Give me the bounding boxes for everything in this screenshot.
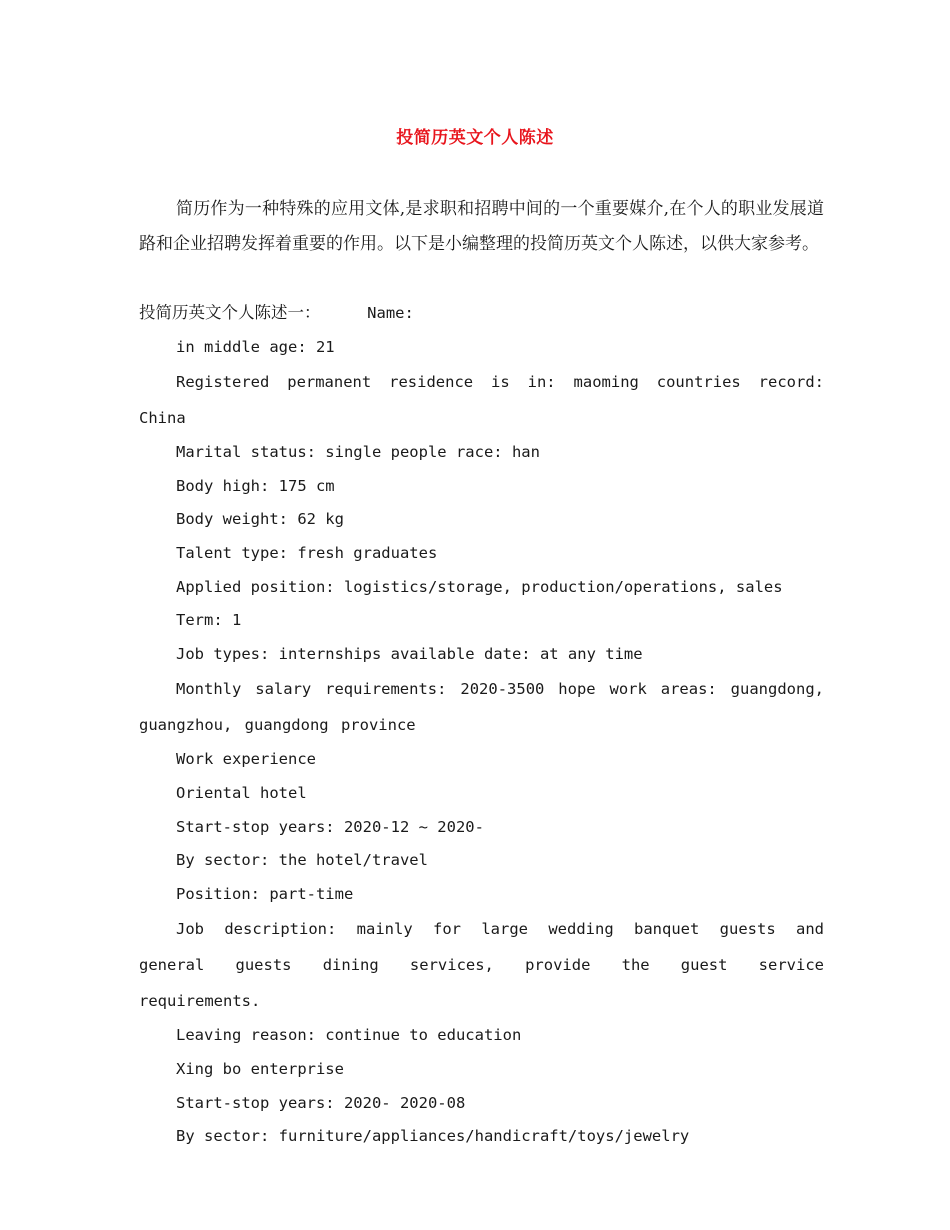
resume-line: Applied position: logistics/storage, production/operations, sales	[176, 577, 783, 596]
resume-line: in middle age: 21	[176, 337, 335, 356]
resume-line: Registered permanent residence is in: maoming countries record: China	[139, 373, 824, 428]
section-label: 投简历英文个人陈述一：	[139, 303, 321, 322]
resume-body	[139, 296, 824, 1154]
resume-line: Job types: internships available date: at any time	[176, 644, 643, 663]
section-heading-line	[139, 296, 824, 331]
resume-line: Xing bo enterprise	[176, 1059, 344, 1078]
resume-line: By sector: furniture/appliances/handicraft/toys/jewelry	[176, 1127, 690, 1146]
resume-line: Start-stop years: 2020- 2020-08	[176, 1093, 466, 1112]
resume-line: Start-stop years: 2020-12 ~ 2020-	[176, 817, 484, 836]
resume-line: By sector: the hotel/travel	[176, 851, 428, 870]
intro-paragraph: 简历作为一种特殊的应用文体,是求职和招聘中间的一个重要媒介,在个人的职业发展道路和企业招聘发挥着重要的作用。以下是小编整理的投简历英文个人陈述，以供大家参考。	[139, 199, 824, 254]
resume-line: Monthly salary requirements: 2020-3500 hope work areas: guangdong, guangzhou, guangdong province	[139, 680, 824, 735]
resume-line: Marital status: single people race: han	[176, 443, 540, 462]
resume-line: Job description: mainly for large wedding banquet guests and general guests dining services, provide the guest service requirements.	[139, 920, 824, 1011]
resume-line: Oriental hotel	[176, 783, 307, 802]
resume-line: Term: 1	[176, 611, 242, 630]
resume-line: Body weight: 62 kg	[176, 510, 344, 529]
resume-line: Position: part-time	[176, 884, 354, 903]
resume-line: Body high: 175 cm	[176, 476, 335, 495]
resume-line: Talent type: fresh graduates	[176, 543, 438, 562]
resume-line: Work experience	[176, 750, 316, 769]
name-label: Name:	[367, 304, 414, 322]
resume-line: Leaving reason: continue to education	[176, 1026, 522, 1045]
document-title: 投简历英文个人陈述	[396, 128, 554, 148]
